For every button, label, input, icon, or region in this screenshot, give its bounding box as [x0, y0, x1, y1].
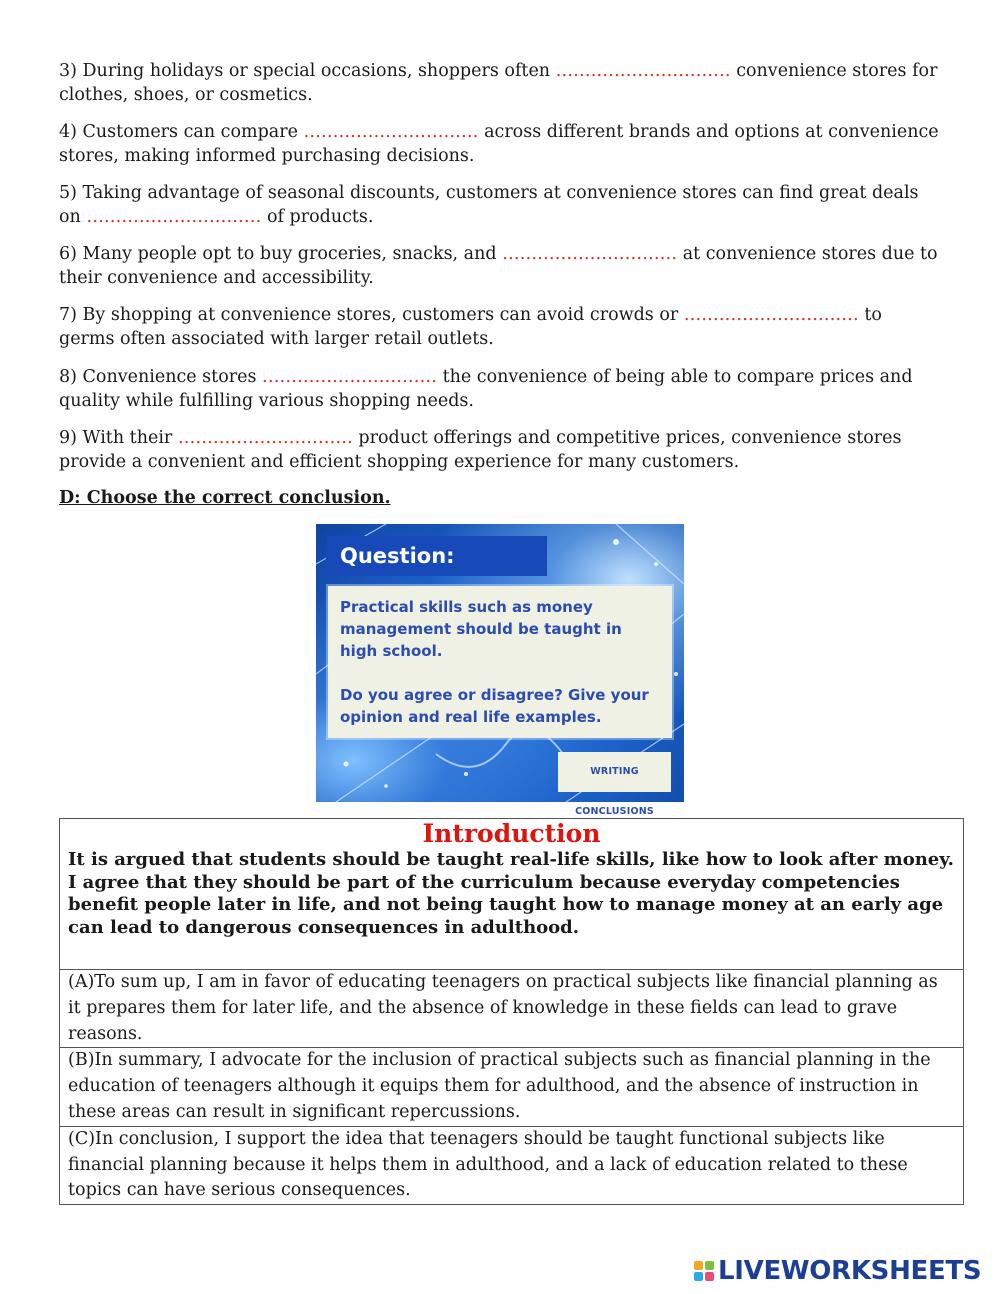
conclusion-option-c[interactable]: (C)In conclusion, I support the idea that teenagers should be taught functional subjects like financial planning because it helps them in adulthood, and a lack of education related to these topics can have serious consequences.: [60, 1126, 964, 1204]
answer-blank-8[interactable]: …………………………: [262, 367, 437, 387]
answer-blank-3[interactable]: …………………………: [555, 61, 731, 81]
answer-blank-7[interactable]: …………………………: [683, 305, 859, 325]
question-6: 6) Many people opt to buy groceries, snacks, and ………………………… at convenience stores due to their convenience and accessibility.: [59, 244, 938, 288]
answer-blank-5[interactable]: …………………………: [86, 207, 262, 227]
question-8: 8) Convenience stores ………………………… the convenience of being able to compare prices and quality while fulfilling various shopping needs.: [59, 367, 913, 411]
question-image: [316, 524, 684, 817]
logo-square: [694, 1261, 703, 1270]
answer-blank-6[interactable]: …………………………: [502, 244, 678, 264]
writing-conclusions-badge: WRITING CONCLUSIONS: [558, 752, 671, 792]
question-9: 9) With their ………………………… product offerings and competitive prices, convenience stores provide a convenient and efficient shopping experience for many customers.: [59, 428, 902, 472]
logo-text: LIVEWORKSHEETS: [718, 1256, 982, 1286]
answer-blank-9[interactable]: …………………………: [177, 428, 353, 448]
logo-squares-icon: [694, 1261, 714, 1281]
question-label: Question:: [326, 536, 547, 576]
question-box: [328, 586, 672, 738]
question-5: 5) Taking advantage of seasonal discounts, customers at convenience stores can find great deals on ………………………… of products.: [59, 183, 919, 227]
introduction-title: Introduction: [60, 819, 964, 850]
question-prompt: Practical skills such as money management should be taught in high school.: [340, 598, 622, 660]
question-7: 7) By shopping at convenience stores, customers can avoid crowds or ………………………… to germs often associated with larger retail outlets.: [59, 305, 882, 349]
conclusion-option-b[interactable]: (B)In summary, I advocate for the inclusion of practical subjects such as financial planning in the education of teenagers although it equips them for adulthood, and the absence of instruction in these areas can result in significant repercussions.: [60, 1048, 964, 1126]
section-heading: D: Choose the correct conclusion.: [59, 488, 391, 508]
conclusion-option-a[interactable]: (A)To sum up, I am in favor of educating teenagers on practical subjects like financial planning as it prepares them for later life, and the absence of knowledge in these fields can lead to grave reasons.: [60, 970, 964, 1048]
logo-square: [694, 1272, 703, 1281]
liveworksheets-logo: [694, 1257, 981, 1285]
introduction-text: It is argued that students should be taught real-life skills, like how to look after money. I agree that they should be part of the curriculum because everyday competencies benefit people later in life, and not being taught how to manage money at an early age can lead to dangerous consequences in adulthood.: [60, 849, 964, 970]
question-3: 3) During holidays or special occasions, shoppers often ………………………… convenience stores for clothes, shoes, or cosmetics.: [59, 61, 938, 105]
logo-square: [705, 1272, 714, 1281]
logo-square: [705, 1261, 714, 1270]
answer-blank-4[interactable]: …………………………: [303, 122, 479, 142]
question-4: 4) Customers can compare ………………………… across different brands and options at convenience stores, making informed purchasing decisions.: [59, 122, 939, 166]
conclusion-table: [59, 818, 964, 1205]
question-instruction: Do you agree or disagree? Give your opinion and real life examples.: [340, 686, 649, 726]
